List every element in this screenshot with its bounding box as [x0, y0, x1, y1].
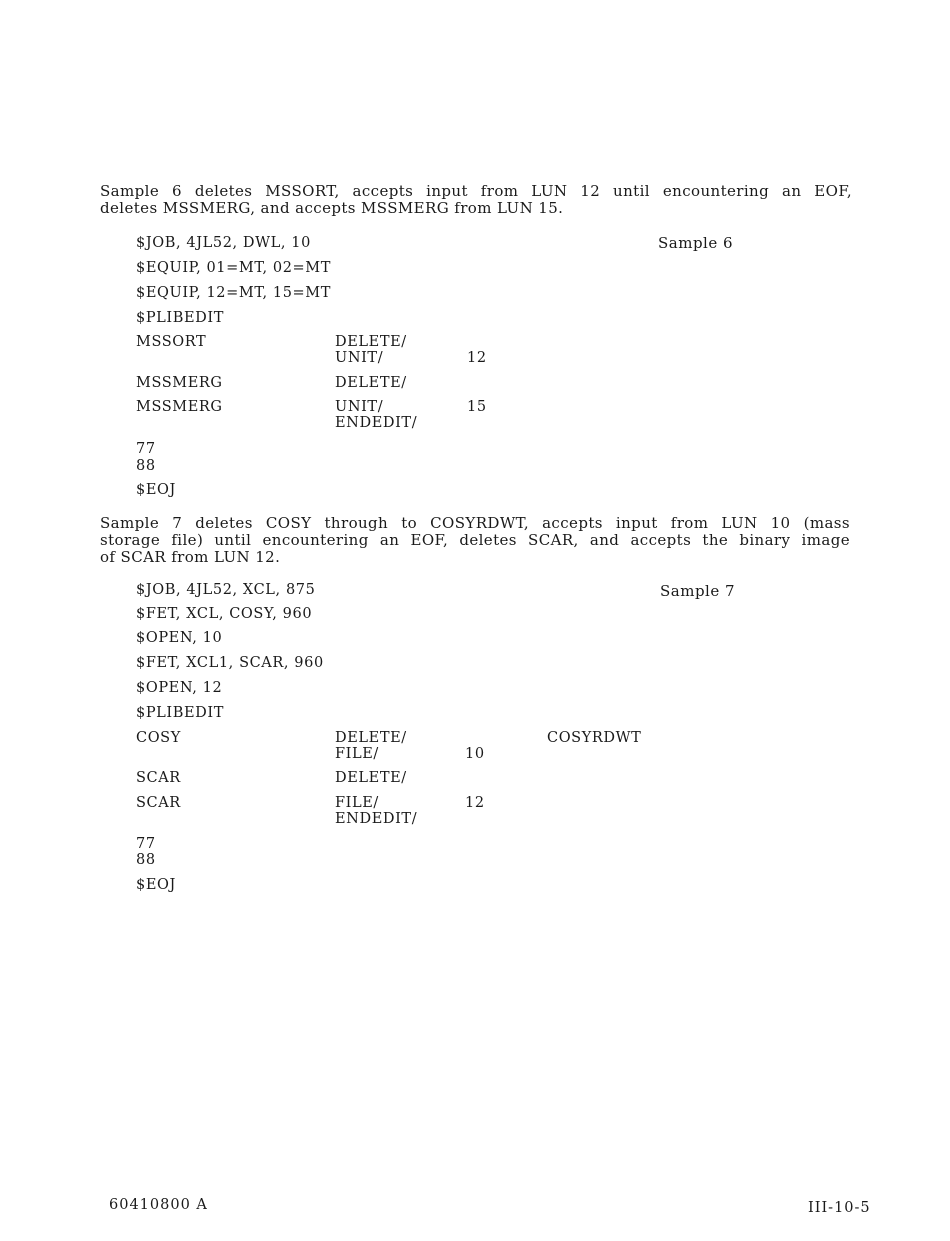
sample6-edit-cmd: UNIT/ [335, 350, 384, 366]
sample6-line-equip-1: $EQUIP, 01=MT, 02=MT [136, 260, 332, 276]
sample7-edit-name: COSY [136, 730, 181, 746]
sample6-edit-value: 15 [467, 399, 487, 415]
sample7-edit-cmd: FILE/ [335, 795, 379, 811]
sample7-trailer-eoj: $EOJ [136, 877, 176, 893]
sample6-trailer-eoj: $EOJ [136, 482, 176, 498]
sample6-edit-cmd: ENDEDIT/ [335, 415, 418, 431]
sample6-line-job: $JOB, 4JL52, DWL, 10 [136, 235, 311, 251]
sample6-edit-cmd: DELETE/ [335, 334, 407, 350]
sample7-edit-cmd: DELETE/ [335, 730, 407, 746]
sample7-edit-extra: COSYRDWT [547, 730, 642, 746]
sample7-intro-line-2: storage file) until encountering an EOF, deletes SCAR, and accepts the binary image [100, 531, 850, 549]
footer-doc-number: 60410800 A [109, 1197, 208, 1213]
sample7-line-fet-2: $FET, XCL1, SCAR, 960 [136, 655, 324, 671]
sample7-intro-line-1: Sample 7 deletes COSY through to COSYRDWT, accepts input from LUN 10 (mass [100, 514, 850, 532]
sample7-edit-cmd: FILE/ [335, 746, 379, 762]
sample7-trailer-88: 88 [136, 852, 156, 868]
sample6-intro [100, 183, 852, 217]
sample7-edit-value: 12 [465, 795, 485, 811]
sample6-edit-name: MSSMERG [136, 399, 223, 415]
sample6-trailer-77: 77 [136, 441, 156, 457]
sample7-line-fet-1: $FET, XCL, COSY, 960 [136, 606, 313, 622]
sample6-line-equip-2: $EQUIP, 12=MT, 15=MT [136, 285, 332, 301]
sample6-edit-name: MSSORT [136, 334, 207, 350]
sample7-intro-line-3: of SCAR from LUN 12. [100, 548, 281, 566]
sample7-line-open-2: $OPEN, 12 [136, 680, 223, 696]
sample6-edit-cmd: DELETE/ [335, 375, 407, 391]
sample6-intro-line-2: deletes MSSMERG, and accepts MSSMERG from LUN 15. [100, 199, 564, 217]
sample7-intro [100, 515, 850, 566]
sample7-edit-cmd: ENDEDIT/ [335, 811, 418, 827]
sample7-edit-value: 10 [465, 746, 485, 762]
sample7-label: Sample 7 [660, 582, 736, 600]
sample6-edit-name: MSSMERG [136, 375, 223, 391]
sample7-line-job: $JOB, 4JL52, XCL, 875 [136, 582, 316, 598]
sample7-trailer-77: 77 [136, 836, 156, 852]
sample6-edit-value: 12 [467, 350, 487, 366]
sample7-line-plibedit: $PLIBEDIT [136, 705, 225, 721]
sample7-edit-name: SCAR [136, 795, 181, 811]
sample6-trailer-88: 88 [136, 458, 156, 474]
sample6-edit-cmd: UNIT/ [335, 399, 384, 415]
sample7-edit-name: SCAR [136, 770, 181, 786]
sample7-edit-cmd: DELETE/ [335, 770, 407, 786]
sample6-intro-line-1: Sample 6 deletes MSSORT, accepts input from LUN 12 until encountering an EOF, [100, 182, 852, 200]
sample6-line-plibedit: $PLIBEDIT [136, 310, 225, 326]
footer-page-number: III-10-5 [808, 1200, 871, 1216]
sample6-label: Sample 6 [658, 234, 734, 252]
sample7-line-open-1: $OPEN, 10 [136, 630, 223, 646]
